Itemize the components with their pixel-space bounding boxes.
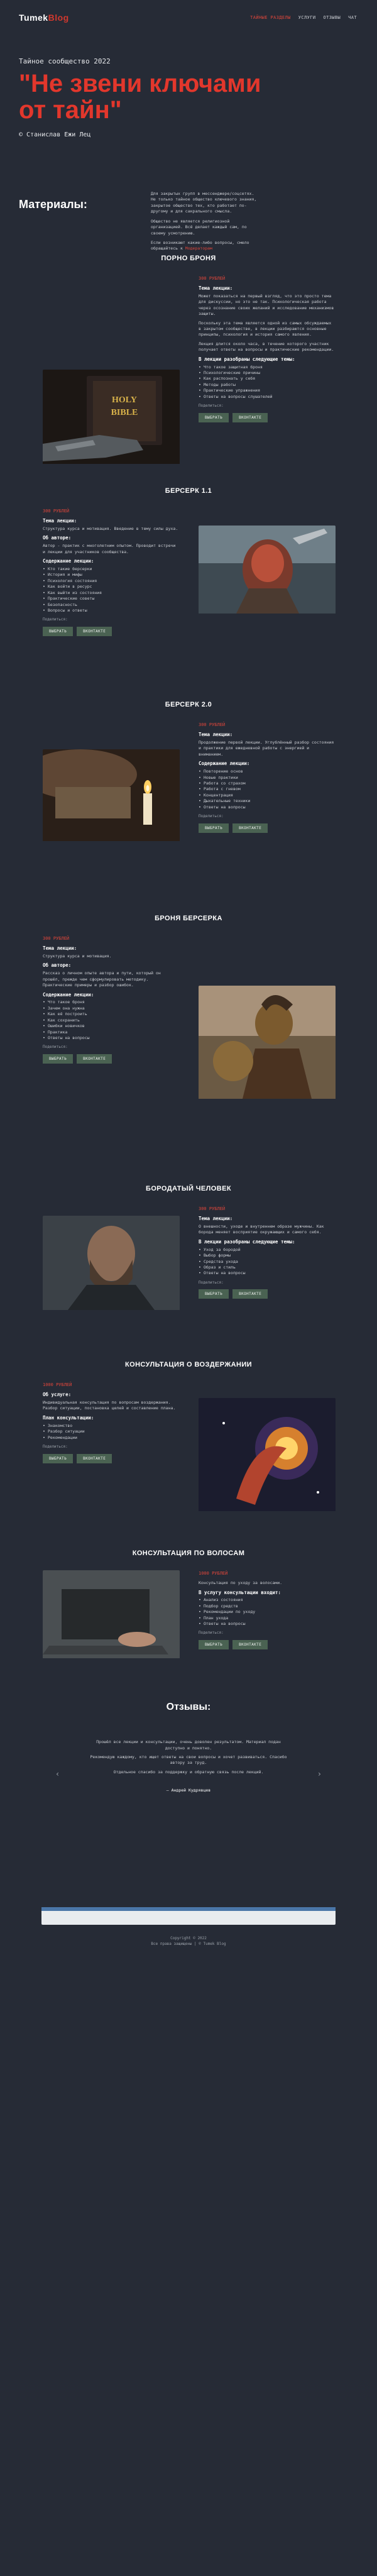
- para: Структура курса и мотивация. Введение в тему силы духа.: [43, 526, 178, 531]
- list-item: • Ответы на вопросы: [199, 1270, 336, 1276]
- para: Продолжение первой лекции. Углублённый разбор состояния и практики для ежедневной работы с энергией и вниманием.: [199, 739, 334, 757]
- price: 1000 РУБЛЕЙ: [43, 1382, 72, 1387]
- materials-block: [0, 191, 377, 251]
- copyright: Copyright © 2022: [170, 1936, 207, 1940]
- list-title: План консультации:: [43, 1414, 94, 1421]
- section-title: БОРОДАТЫЙ ЧЕЛОВЕК: [146, 1185, 231, 1192]
- select-button[interactable]: ВЫБРАТЬ: [199, 823, 229, 833]
- list-item: • Рекомендации: [43, 1435, 180, 1441]
- prev-arrow-icon[interactable]: ‹: [55, 1770, 60, 1778]
- section-bearded-man: [0, 1184, 377, 1354]
- select-button[interactable]: ВЫБРАТЬ: [199, 1289, 229, 1299]
- nav-item-reviews[interactable]: ОТЗЫВЫ: [323, 14, 341, 20]
- topic-list: [199, 1247, 336, 1277]
- list-item: • Что такое броня: [43, 999, 180, 1005]
- select-button[interactable]: ВЫБРАТЬ: [43, 1454, 73, 1463]
- share-label: Поделиться:: [199, 1631, 224, 1636]
- topic-list: [199, 769, 336, 810]
- topic-list: [43, 566, 180, 614]
- materials-p2: Общество не является религиозной организацией. Всё делает каждый сам, по своему усмотрению.: [151, 218, 247, 236]
- list-item: • Анализ состояния: [199, 1597, 336, 1603]
- list-item: • Уход за бородой: [199, 1247, 336, 1253]
- list-item: • Дыхательные техники: [199, 798, 336, 804]
- review-p1: Прошёл все лекции и консультации, очень доволен результатом. Материал подан доступно и понятно.: [96, 1739, 281, 1751]
- subhead: Тема лекции:: [43, 945, 77, 952]
- rights: Все права защищены | © Tumek Blog: [151, 1941, 226, 1946]
- next-arrow-icon[interactable]: ›: [317, 1770, 322, 1778]
- price: 300 РУБЛЕЙ: [199, 722, 226, 727]
- share-label: Поделиться:: [199, 1280, 224, 1285]
- subhead-author: Об авторе:: [43, 962, 72, 969]
- section-title: БЕРСЕРК 2.0: [165, 701, 212, 708]
- price: 1000 РУБЛЕЙ: [199, 1570, 228, 1576]
- price: 300 РУБЛЕЙ: [199, 275, 226, 281]
- section-abstinence-consult: [0, 1360, 377, 1543]
- list-title: Содержание лекции:: [199, 761, 250, 767]
- candle-image: [43, 749, 180, 844]
- price: 300 РУБЛЕЙ: [43, 935, 70, 941]
- list-item: • Ответы на вопросы: [43, 1035, 180, 1041]
- svg-text:BIBLE: BIBLE: [111, 407, 138, 417]
- topic-list: [199, 365, 336, 400]
- vk-button[interactable]: ВКОНТАКТЕ: [77, 1454, 112, 1463]
- list-item: • Зачем она нужна: [43, 1006, 180, 1011]
- price: 300 РУБЛЕЙ: [199, 1206, 226, 1211]
- list-item: • Работа с гневом: [199, 786, 336, 792]
- bible-gun-image: [43, 370, 180, 466]
- materials-p3-text: Если возникают какие-либо вопросы, смело обращайтесь к: [151, 239, 249, 251]
- vk-button[interactable]: ВКОНТАКТЕ: [232, 1289, 268, 1299]
- share-label: Поделиться:: [199, 404, 224, 409]
- list-item: • Подбор средств: [199, 1604, 336, 1609]
- hero: [0, 35, 377, 180]
- subhead-author: Об авторе:: [43, 535, 72, 541]
- topic-list: [43, 999, 180, 1041]
- para: Структура курса и мотивация.: [43, 953, 112, 959]
- list-item: • Практические упражнения: [199, 388, 336, 394]
- list-item: • Как сохранить: [43, 1018, 180, 1023]
- svg-text:HOLY: HOLY: [112, 395, 137, 405]
- reviews-section: [0, 1700, 377, 1907]
- select-button[interactable]: ВЫБРАТЬ: [199, 1640, 229, 1649]
- materials-title: Материалы:: [19, 198, 87, 211]
- nav-item-chat[interactable]: ЧАТ: [348, 14, 357, 20]
- section-hair-consult: [0, 1549, 377, 1693]
- berserk-warrior-image: [199, 526, 336, 616]
- section-title: БРОНЯ БЕРСЕРКА: [155, 915, 222, 922]
- bearded-man-image: [43, 1216, 180, 1313]
- section-berserk-armor: [0, 914, 377, 1178]
- site-logo[interactable]: [19, 11, 69, 24]
- list-item: • Что такое защитная броня: [199, 365, 336, 370]
- list-item: • Ответы на вопросы слушателей: [199, 394, 336, 400]
- list-item: • Ошибки новичков: [43, 1023, 180, 1029]
- list-item: • Психология состояния: [43, 578, 180, 584]
- subhead: Тема лекции:: [199, 285, 233, 292]
- list-item: • Вопросы и ответы: [43, 608, 180, 614]
- subhead: Тема лекции:: [43, 518, 77, 524]
- list-title: В услугу консультации входит:: [199, 1589, 281, 1595]
- list-item: • Рекомендации по уходу: [199, 1609, 336, 1615]
- section-title: БЕРСЕРК 1.1: [165, 487, 212, 495]
- list-item: • Повторение основ: [199, 769, 336, 774]
- section-title: КОНСУЛЬТАЦИЯ ПО ВОЛОСАМ: [132, 1549, 245, 1557]
- vk-button[interactable]: ВКОНТАКТЕ: [77, 1054, 112, 1064]
- section-title: КОНСУЛЬТАЦИЯ О ВОЗДЕРЖАНИИ: [125, 1361, 252, 1368]
- nav-item-secret[interactable]: ТАЙНЫЕ РАЗДЕЛЫ: [250, 14, 291, 20]
- nav-item-services[interactable]: УСЛУГИ: [298, 14, 316, 20]
- vk-button[interactable]: ВКОНТАКТЕ: [77, 627, 112, 636]
- price: 300 РУБЛЕЙ: [43, 508, 70, 514]
- list-item: • Разбор ситуации: [43, 1429, 180, 1434]
- list-item: • Как распознать у себя: [199, 376, 336, 382]
- list-item: • Практические советы: [43, 596, 180, 602]
- spartan-image: [199, 986, 336, 1101]
- cosmic-figure-image: [199, 1398, 336, 1514]
- list-item: • Средства ухода: [199, 1259, 336, 1265]
- list-item: • Концентрация: [199, 793, 336, 798]
- share-label: Поделиться:: [43, 617, 68, 622]
- vk-button[interactable]: ВКОНТАКТЕ: [232, 823, 268, 833]
- list-item: • План ухода: [199, 1616, 336, 1621]
- list-item: • Как войти в ресурс: [43, 584, 180, 590]
- para: Индивидуальная консультация по вопросам воздержания. Разбор ситуации, постановка целей и составление плана.: [43, 1399, 176, 1411]
- list-item: • Образ и стиль: [199, 1265, 336, 1270]
- share-label: Поделиться:: [43, 1444, 68, 1449]
- select-button[interactable]: ВЫБРАТЬ: [43, 627, 73, 636]
- hero-author: © Станислав Ежи Лец: [19, 131, 91, 138]
- list-item: • Знакомство: [43, 1423, 180, 1429]
- moderators-link[interactable]: Модераторам: [185, 246, 212, 251]
- list-item: • Как её построить: [43, 1011, 180, 1017]
- list-item: • Методы работы: [199, 382, 336, 388]
- share-label: Поделиться:: [43, 1045, 68, 1050]
- logo-part-1: Tumek: [19, 12, 48, 23]
- subhead: Тема лекции:: [199, 732, 233, 738]
- vk-widget[interactable]: [41, 1907, 336, 1925]
- list-title: В лекции разобраны следующие темы:: [199, 356, 295, 362]
- section-berserk-1-1: [0, 487, 377, 694]
- review-card: [88, 1739, 289, 1794]
- select-button[interactable]: ВЫБРАТЬ: [43, 1054, 73, 1064]
- list-item: • Новые практики: [199, 775, 336, 781]
- topic-list: [199, 1597, 336, 1627]
- subhead: Об услуге:: [43, 1392, 72, 1398]
- logo-part-2: Blog: [48, 12, 69, 23]
- para: Поскольку эта тема является одной из самых обсуждаемых в закрытом сообществе, в лекции разбираются основные принципы, психология и история самого явления.: [199, 320, 332, 338]
- para: Консультация по уходу за волосами.: [199, 1580, 283, 1586]
- laptop-image: [43, 1570, 180, 1661]
- hero-subtitle: Тайное сообщество 2022: [19, 57, 111, 65]
- vk-widget-header: [41, 1907, 336, 1911]
- section-berserk-2-0: [0, 700, 377, 908]
- list-item: • Ответы на вопросы: [199, 805, 336, 810]
- topic-list: [43, 1423, 180, 1441]
- list-title: Содержание лекции:: [43, 558, 94, 564]
- hero-title: "Не звени ключами от тайн": [19, 69, 261, 124]
- top-nav: [0, 0, 377, 35]
- vk-button[interactable]: ВКОНТАКТЕ: [232, 413, 268, 422]
- para: Рассказ о личном опыте автора и пути, который он прошёл, прежде чем сформулировать методику. Практические примеры и разбор ошибок.: [43, 971, 161, 988]
- subhead: Тема лекции:: [199, 1216, 233, 1222]
- para: О внешности, уходе и внутреннем образе мужчины. Как борода меняет восприятие окружающих и самого себя.: [199, 1223, 324, 1235]
- review-author: — Андрей Кудрявцев: [166, 1788, 211, 1793]
- list-item: • Практика: [43, 1030, 180, 1035]
- list-title: Содержание лекции:: [43, 991, 94, 998]
- list-item: • Работа со страхом: [199, 781, 336, 786]
- review-p3: Отдельное спасибо за поддержку и обратную связь после лекций.: [113, 1769, 264, 1775]
- list-item: • История и мифы: [43, 572, 180, 578]
- list-title: В лекции разобраны следующие темы:: [199, 1238, 295, 1245]
- list-item: • Безопасность: [43, 602, 180, 608]
- review-p2: Рекомендую каждому, кто ищет ответы на свои вопросы и хочет развиваться. Спасибо автору за труд.: [90, 1754, 287, 1766]
- select-button[interactable]: ВЫБРАТЬ: [199, 413, 229, 422]
- reviews-title: Отзывы:: [166, 1702, 211, 1712]
- para: Может показаться на первый взгляд, что это просто тема для дискуссии, но это не так. Психологическая работа через осознание своих желаний и исследование механизмов защиты.: [199, 293, 334, 317]
- para: Автор - практик с многолетним опытом. Проводит встречи и лекции для участников сообщества.: [43, 543, 176, 554]
- footer: [0, 1925, 377, 1947]
- nav-links: [250, 14, 357, 21]
- para: Лекция длится около часа, в течение которого участник получает ответы на вопросы и практические рекомендации.: [199, 341, 334, 353]
- list-item: • Как выйти из состояния: [43, 590, 180, 596]
- list-item: • Выбор формы: [199, 1253, 336, 1258]
- materials-p3: [151, 240, 258, 252]
- share-label: Поделиться:: [199, 814, 224, 819]
- materials-text: [151, 191, 258, 251]
- vk-button[interactable]: ВКОНТАКТЕ: [232, 1640, 268, 1649]
- list-item: • Психологические причины: [199, 370, 336, 376]
- section-porn-armor: [0, 254, 377, 480]
- list-item: • Кто такие берсерки: [43, 566, 180, 572]
- materials-p1: Для закрытых групп в мессенджере/соцсетях. Не только тайное общество ключевого знания, закрытое общество тех, кто работает по-другому и для сакрального смысла.: [151, 191, 257, 214]
- section-title: ПОРНО БРОНЯ: [161, 255, 216, 262]
- list-item: • Ответы на вопросы: [199, 1621, 336, 1627]
